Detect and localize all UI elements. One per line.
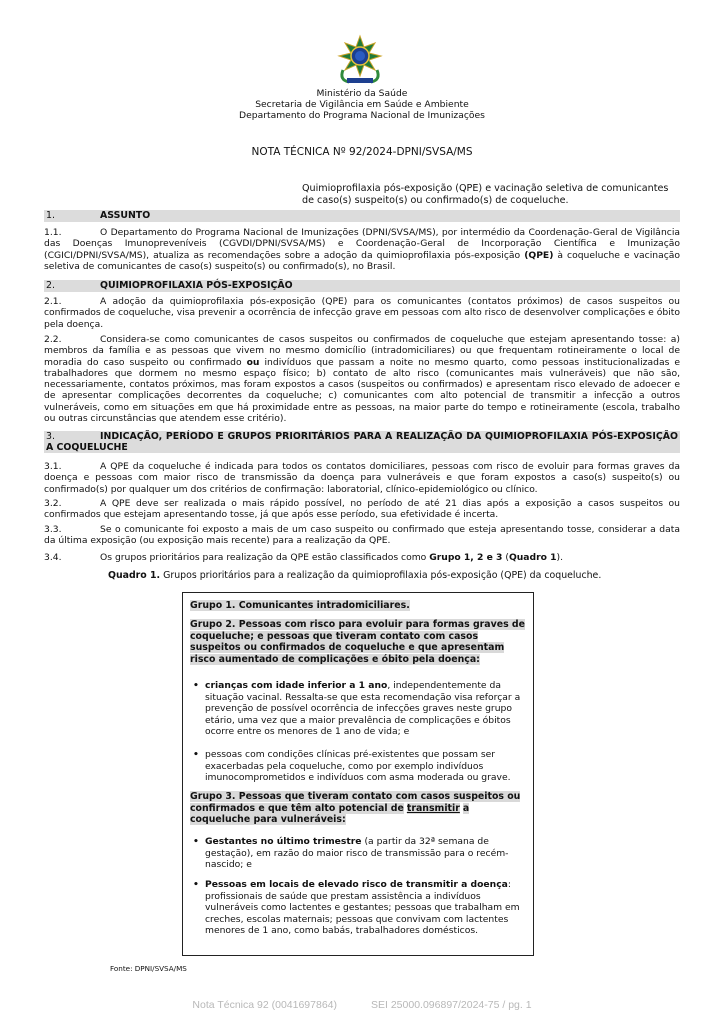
document-header xyxy=(0,88,724,121)
note-subject: Quimioprofilaxia pós-exposição (QPE) e vacinação seletiva de comunicantes de caso(s) suspeito(s) ou confirmado(s) de coqueluche. xyxy=(302,183,669,206)
section-number: 3. xyxy=(46,431,55,442)
paragraph-number: 3.4. xyxy=(44,552,62,563)
paragraph-3-2: 3.2. A QPE deve ser realizada o mais rápido possível, no período de até 21 dias após a exposição a casos suspeitos ou confirmados que estejam apresentando tosse, já que após esse período, sua efetividade é incerta. xyxy=(44,498,680,521)
list-item: • Gestantes no último trimestre (a partir da 32ª semana de gestação), em razão do maior risco de transmissão para o recém-nascido; e xyxy=(193,836,509,871)
paragraph-1-1: 1.1. O Departamento do Programa Nacional de Imunizações (DPNI/SVSA/MS), por intermédio da Coordenação-Geral de Vigilância das Doenças Imunopreveníveis (CGVDI/DPNI/SVSA/MS) e Coordenação-Geral de Incorporação Científica e Imunização (CGICI/DPNI/SVSA/MS), atualiza as recomendações sobre a adoção da quimioprofilaxia pós-exposição (QPE) à coqueluche e vacinação seletiva de comunicantes de caso(s) suspeito(s) ou confirmado(s), no Brasil. xyxy=(44,227,681,272)
footer-document-id: Nota Técnica 92 (0041697864) xyxy=(192,999,337,1011)
list-item: • Pessoas em locais de elevado risco de transmitir a doença: profissionais de saúde que prestam assistência a indivíduos vulneráveis como lactentes e gestantes; pessoas que trabalham em creches, escolas maternais; pessoas que convivam com lactentes menores de 1 ano, como babás, trabalhadores domésticos. xyxy=(193,879,520,937)
secretariat-name: Secretaria de Vigilância em Saúde e Ambiente xyxy=(255,99,469,110)
section-number: 2. xyxy=(46,280,55,291)
paragraph-number: 2.2. xyxy=(44,334,62,345)
paragraph-2-2: 2.2. Considera-se como comunicantes de casos suspeitos ou confirmados de coqueluche que estejam apresentando tosse: a) membros da família e as pessoas que vivem no mesmo domicílio (intradomiciliares) ou que frequentam rotineiramente o local de moradia do caso suspeito ou confirmado ou indivíduos que passam a noite no mesmo quarto, como pessoas institucionalizadas e trabalhadores que dormem no mesmo espaço físico; b) contato de alto risco (comunicantes mais vulneráveis) que não são, necessariamente, contatos próximos, mas foram expostos a casos (suspeitos ou confirmados) e apresentam risco elevado de adoecer e de apresentar complicações decorrentes da coqueluche; c) comunicantes com alto potencial de transmitir a infecção a outros vulneráveis, como em situações em que há proximidade entre as pessoas, na maior parte do tempo e rotineiramente (escola, trabalho ou outras circunstâncias que atendem esse critério). xyxy=(44,334,681,425)
list-item: • pessoas com condições clínicas pré-existentes que possam ser exacerbadas pela coqueluche, como por exemplo indivíduos imunocomprometidos e indivíduos com asma moderada ou grave. xyxy=(193,749,511,784)
page-footer xyxy=(0,999,724,1011)
caption-text: Grupos prioritários para a realização da quimioprofilaxia pós-exposição (QPE) da coqueluche. xyxy=(163,570,602,581)
department-name: Departamento do Programa Nacional de Imunizações xyxy=(239,110,485,121)
paragraph-number: 3.3. xyxy=(44,524,62,535)
paragraph-number: 2.1. xyxy=(44,296,62,307)
paragraph-2-1: 2.1. A adoção da quimioprofilaxia pós-exposição (QPE) para os comunicantes (contatos próximos) de casos suspeitos ou confirmados de coqueluche, visa prevenir a ocorrência de infecção grave em pessoas com alto risco de desenvolver complicações e óbito pela doença. xyxy=(44,296,680,330)
section-3-heading xyxy=(44,431,680,453)
priority-groups-table xyxy=(182,592,534,956)
section-number: 1. xyxy=(46,210,55,221)
bullet-icon: • xyxy=(193,836,199,847)
paragraph-number: 1.1. xyxy=(44,227,62,238)
bullet-icon: • xyxy=(193,680,199,691)
table-source: Fonte: DPNI/SVSA/MS xyxy=(110,964,187,973)
section-2-heading xyxy=(44,280,680,292)
paragraph-number: 3.1. xyxy=(44,461,62,472)
paragraph-number: 3.2. xyxy=(44,498,62,509)
caption-label: Quadro 1. xyxy=(108,570,161,581)
section-title: ASSUNTO xyxy=(100,210,151,221)
section-1-heading xyxy=(44,210,680,222)
paragraph-3-1: 3.1. A QPE da coqueluche é indicada para todos os contatos domiciliares, pessoas com risco de evoluir para formas graves da doença e pessoas com maior risco de transmissão da doença para vulneráveis e que foram expostos a caso(s) suspeito(s) ou confirmado(s) por qualquer um dos critérios de confirmação: laboratorial, clínico-epidemiológico ou clínico. xyxy=(44,461,680,495)
group-2: Grupo 2. Pessoas com risco para evoluir para formas graves de coqueluche; e pessoas que tiveram contato com casos suspeitos ou confirmados de coqueluche e que apresentam risco aumentado de complicações e óbito pela doença: xyxy=(190,619,525,665)
list-item: • crianças com idade inferior a 1 ano, independentemente da situação vacinal. Ressalta-se que esta recomendação visa reforçar a prevenção de possível ocorrência de infecções graves neste grupo etário, uma vez que a maior prevalência de complicações e óbitos ocorre entre os menores de 1 ano de vida; e xyxy=(193,680,521,738)
note-title: NOTA TÉCNICA Nº 92/2024-DPNI/SVSA/MS xyxy=(251,146,473,158)
paragraph-3-4: 3.4. Os grupos prioritários para realização da QPE estão classificados como Grupo 1, 2 e 3 (Quadro 1). xyxy=(44,552,564,563)
table-caption xyxy=(108,570,601,581)
bullet-icon: • xyxy=(193,879,199,890)
ministry-name: Ministério da Saúde xyxy=(316,88,408,99)
bullet-icon: • xyxy=(193,749,199,760)
group-1: Grupo 1. Comunicantes intradomiciliares. xyxy=(190,600,410,611)
section-title: QUIMIOPROFILAXIA PÓS-EXPOSIÇÃO xyxy=(100,280,293,291)
section-title: INDICAÇÃO, PERÍODO E GRUPOS PRIORITÁRIOS PARA A REALIZAÇÃO DA QUIMIOPROFILAXIA PÓS-EXPOSIÇÃO A COQUELUCHE xyxy=(46,431,678,453)
group-3: Grupo 3. Pessoas que tiveram contato com casos suspeitos ou confirmados e que têm alto potencial de transmitir a coqueluche para vulneráveis: xyxy=(190,791,521,826)
brazil-coat-of-arms-icon xyxy=(335,34,385,86)
footer-process-page: SEI 25000.096897/2024-75 / pg. 1 xyxy=(371,999,532,1011)
paragraph-3-3: 3.3. Se o comunicante foi exposto a mais de um caso suspeito ou confirmado que esteja apresentando tosse, considerar a data da última exposição (ou exposição mais recente) para a realização da QPE. xyxy=(44,524,680,547)
